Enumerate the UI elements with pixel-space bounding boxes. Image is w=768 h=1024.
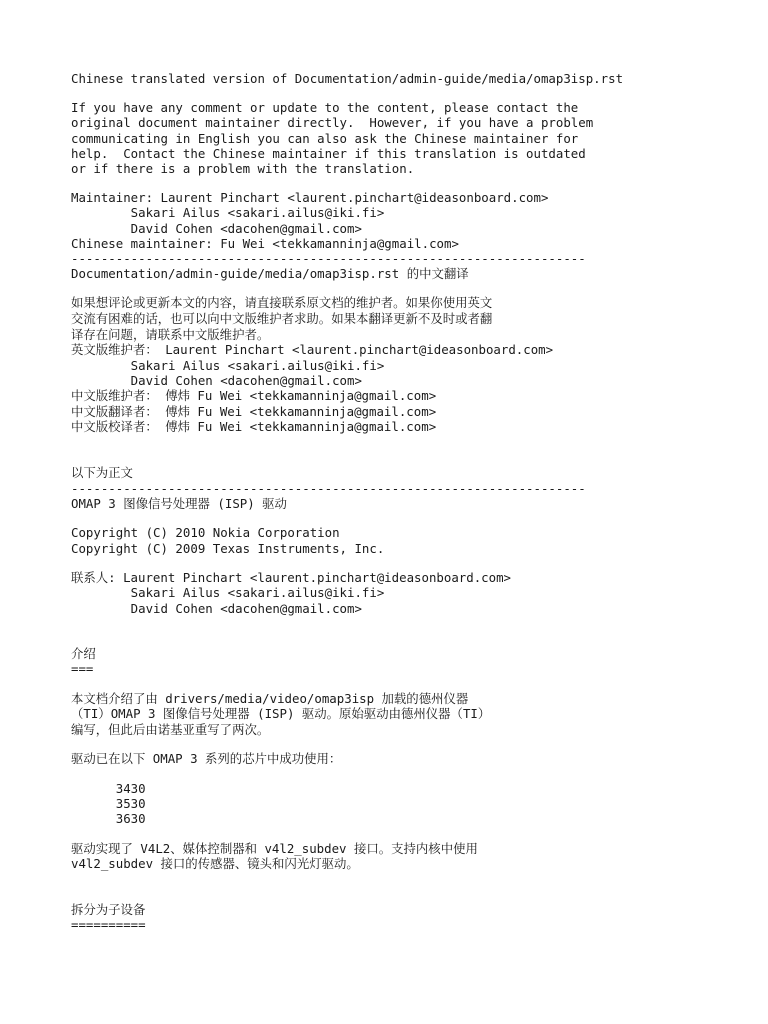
english-notice <box>71 100 751 176</box>
maintainer-line: Sakari Ailus <sakari.ailus@iki.fi> <box>71 205 385 221</box>
paragraph-line: 驱动实现了 V4L2、媒体控制器和 v4l2_subdev 接口。支持内核中使用 <box>71 840 478 856</box>
notice-line: help. Contact the Chinese maintainer if this translation is outdated <box>71 145 586 161</box>
chips-intro-line: 驱动已在以下 OMAP 3 系列的芯片中成功使用： <box>71 751 342 767</box>
copyright-block <box>71 525 751 555</box>
maintainer-line: 中文版翻译者： 傅炜 Fu Wei <tekkamanninja@gmail.com> <box>71 403 437 419</box>
maintainer-line: David Cohen <dacohen@gmail.com> <box>71 220 362 236</box>
chip-item: 3630 <box>71 811 146 827</box>
notice-line: 交流有困难的话，也可以向中文版维护者求助。如果本翻译更新不及时或者翻 <box>71 311 493 327</box>
contact-line: Sakari Ailus <sakari.ailus@iki.fi> <box>71 585 385 601</box>
paragraph-line: 编写，但此后由诺基亚重写了两次。 <box>71 721 270 737</box>
section-underline: === <box>71 661 94 677</box>
section-subdevices <box>71 902 751 933</box>
maintainer-line: Maintainer: Laurent Pinchart <laurent.pinchart@ideasonboard.com> <box>71 190 549 206</box>
chip-item: 3430 <box>71 780 146 796</box>
maintainer-line: Sakari Ailus <sakari.ailus@iki.fi> <box>71 357 385 373</box>
paragraph-line: （TI）OMAP 3 图像信号处理器 (ISP) 驱动。原始驱动由德州仪器（TI） <box>71 706 491 722</box>
paragraph-line: 本文档介绍了由 drivers/media/video/omap3isp 加载的德州仪器 <box>71 690 469 706</box>
chip-item: 3530 <box>71 796 146 812</box>
notice-line: or if there is a problem with the translation. <box>71 161 415 177</box>
maintainer-line: David Cohen <dacohen@gmail.com> <box>71 373 362 389</box>
maintainer-line: 中文版校译者： 傅炜 Fu Wei <tekkamanninja@gmail.com> <box>71 419 437 435</box>
chinese-maintainers <box>71 342 751 435</box>
chinese-title-line: Documentation/admin-guide/media/omap3isp.rst 的中文翻译 <box>71 266 469 282</box>
notice-line: original document maintainer directly. However, if you have a problem <box>71 115 594 131</box>
document-heading: OMAP 3 图像信号处理器 (ISP) 驱动 <box>71 495 287 511</box>
section-underline: ========== <box>71 917 146 933</box>
maintainer-line: 英文版维护者： Laurent Pinchart <laurent.pinchart@ideasonboard.com> <box>71 342 554 358</box>
document-title-line: Chinese translated version of Documentation/admin-guide/media/omap3isp.rst <box>71 71 624 86</box>
contacts-block <box>71 570 751 616</box>
copyright-line: Copyright (C) 2010 Nokia Corporation <box>71 525 340 541</box>
english-maintainers <box>71 190 751 251</box>
contact-line: David Cohen <dacohen@gmail.com> <box>71 600 362 616</box>
chinese-notice <box>71 295 751 342</box>
separator-line: --------------------------------------------------------------------- <box>71 480 586 496</box>
copyright-line: Copyright (C) 2009 Texas Instruments, Inc. <box>71 540 385 556</box>
maintainer-line: Chinese maintainer: Fu Wei <tekkamanninja@gmail.com> <box>71 235 459 251</box>
section-heading: 拆分为子设备 <box>71 901 146 917</box>
notice-line: 译存在问题，请联系中文版维护者。 <box>71 326 270 342</box>
maintainer-line: 中文版维护者： 傅炜 Fu Wei <tekkamanninja@gmail.com> <box>71 388 437 404</box>
separator-line: --------------------------------------------------------------------- <box>71 251 586 267</box>
section-heading: 介绍 <box>71 645 96 661</box>
contact-line: 联系人: Laurent Pinchart <laurent.pinchart@ideasonboard.com> <box>71 569 512 585</box>
section-introduction <box>71 646 751 872</box>
notice-line: If you have any comment or update to the content, please contact the <box>71 100 579 116</box>
paragraph-line: v4l2_subdev 接口的传感器、镜头和闪光灯驱动。 <box>71 856 359 872</box>
document-page <box>71 71 751 933</box>
body-start-marker: 以下为正文 <box>71 465 133 480</box>
notice-line: 如果想评论或更新本文的内容，请直接联系原文档的维护者。如果你使用英文 <box>71 295 493 311</box>
notice-line: communicating in English you can also ask the Chinese maintainer for <box>71 130 579 146</box>
